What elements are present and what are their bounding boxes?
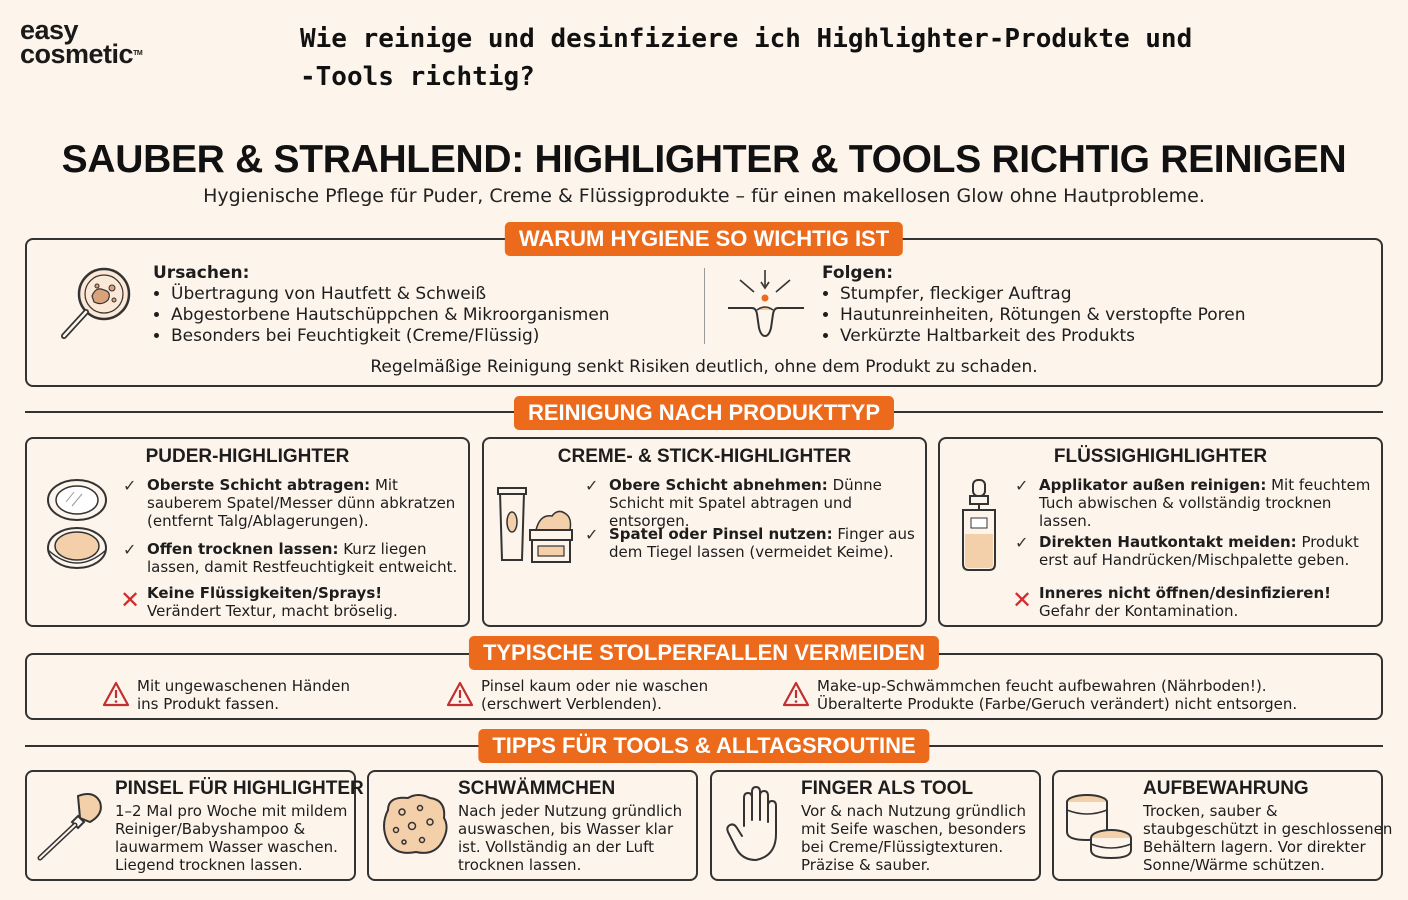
tip-line: Reiniger/Babyshampoo &	[115, 820, 306, 838]
pitfall-line: Mit ungewaschenen Händen	[137, 677, 351, 695]
tip-line: Präzise & sauber.	[801, 856, 931, 874]
product-type-banner: REINIGUNG NACH PRODUKTTYP	[514, 396, 894, 430]
question-title: Wie reinige und desinfiziere ich Highlighter-Produkte und -Tools richtig?	[300, 24, 1193, 92]
causes-item: • Abgestorbene Hautschüppchen & Mikroorganismen	[171, 305, 610, 326]
tip-title: SCHWÄMMCHEN	[458, 778, 616, 799]
jars-icon	[1061, 790, 1135, 862]
causes-title: Ursachen:	[153, 263, 250, 283]
tip-line: trocknen lassen.	[458, 856, 582, 874]
tip-text	[115, 802, 347, 874]
cross-icon: ✕	[120, 586, 141, 614]
cream-title: CREME- & STICK-HIGHLIGHTER	[557, 446, 852, 467]
powder-step-2	[147, 540, 462, 576]
logo-tm: TM	[133, 50, 143, 57]
tip-line: Nach jeder Nutzung gründlich	[458, 802, 683, 820]
effects-list	[822, 284, 1246, 347]
tip-line: mit Seife waschen, besonders	[801, 820, 1026, 838]
powder-dont-text: Verändert Textur, macht bröselig.	[147, 602, 398, 620]
tip-text	[801, 802, 1026, 874]
pitfall-item	[817, 677, 1297, 713]
cream-step-2-text: Finger aus dem Tiegel lassen (vermeidet Keime).	[609, 525, 915, 561]
brush-icon	[34, 790, 106, 862]
dropper-bottle-icon	[957, 478, 1001, 574]
effects-item: • Hautunreinheiten, Rötungen & verstopfte Poren	[840, 305, 1246, 326]
magnifier-icon	[52, 266, 132, 346]
causes-item: • Übertragung von Hautfett & Schweiß	[171, 284, 610, 305]
tip-line: ist. Vollständig an der Luft	[458, 838, 655, 856]
warning-icon	[446, 681, 474, 707]
check-icon: ✓	[585, 476, 599, 495]
check-icon: ✓	[1015, 533, 1029, 552]
hand-icon	[726, 786, 786, 864]
compact-icon	[44, 478, 110, 574]
check-icon: ✓	[1015, 476, 1029, 495]
cream-step-1	[609, 476, 919, 530]
liquid-step-2-text: Produkt erst auf Handrücken/Mischpalette geben.	[1039, 533, 1359, 569]
sponge-icon	[378, 792, 448, 858]
cream-step-1-bold: Obere Schicht abnehmen:	[609, 476, 828, 494]
effects-title: Folgen:	[822, 263, 894, 283]
tip-line: Liegend trocknen lassen.	[115, 856, 303, 874]
tip-line: Vor & nach Nutzung gründlich	[801, 802, 1026, 820]
effects-block	[822, 263, 1246, 347]
tip-title: PINSEL FÜR HIGHLIGHTER	[115, 778, 364, 799]
pitfalls-banner: TYPISCHE STOLPERFALLEN VERMEIDEN	[469, 636, 939, 670]
divider	[704, 268, 705, 344]
powder-dont-bold: Keine Flüssigkeiten/Sprays!	[147, 584, 383, 602]
tip-title: AUFBEWAHRUNG	[1143, 778, 1309, 799]
page-subtitle: Hygienische Pflege für Puder, Creme & Flüssigprodukte – für einen makellosen Glow ohne Hautprobleme.	[203, 185, 1205, 207]
powder-dont	[147, 584, 457, 620]
brand-logo	[20, 15, 143, 69]
logo-line1: easy	[20, 15, 79, 45]
cream-jar-icon	[496, 486, 576, 566]
powder-step-1	[147, 476, 462, 530]
liquid-step-2	[1039, 533, 1374, 569]
pitfall-line: ins Produkt fassen.	[137, 695, 280, 713]
tip-line: Trocken, sauber &	[1143, 802, 1278, 820]
liquid-dont-bold: Inneres nicht öffnen/desinfizieren!	[1039, 584, 1331, 602]
powder-step-2-text: Kurz liegen lassen, damit Restfeuchtigkeit entweicht.	[147, 540, 458, 576]
pitfall-item	[481, 677, 708, 713]
effects-item: • Verkürzte Haltbarkeit des Produkts	[840, 326, 1246, 347]
tip-line: auswaschen, bis Wasser klar	[458, 820, 674, 838]
cream-step-1-text: Dünne Schicht mit Spatel abtragen und entsorgen.	[609, 476, 882, 530]
cross-icon: ✕	[1012, 586, 1033, 614]
warning-icon	[782, 681, 810, 707]
powder-step-1-text: Mit sauberem Spatel/Messer dünn abkratzen (entfernt Talg/Ablagerungen).	[147, 476, 456, 530]
pitfall-line: (erschwert Verblenden).	[481, 695, 662, 713]
powder-step-2-bold: Offen trocknen lassen:	[147, 540, 339, 558]
tip-line: lauwarmem Wasser waschen.	[115, 838, 338, 856]
tip-line: Behältern lagern. Vor direkter	[1143, 838, 1366, 856]
tip-title: FINGER ALS TOOL	[801, 778, 974, 799]
check-icon: ✓	[123, 540, 137, 559]
check-icon: ✓	[585, 525, 599, 544]
causes-item: • Besonders bei Feuchtigkeit (Creme/Flüssig)	[171, 326, 610, 347]
powder-title: PUDER-HIGHLIGHTER	[145, 446, 350, 467]
tip-line: bei Creme/Flüssigtexturen.	[801, 838, 1004, 856]
liquid-step-1	[1039, 476, 1374, 530]
liquid-step-1-text: Mit feuchtem Tuch abwischen & vollständig trocknen lassen.	[1039, 476, 1371, 530]
logo-line2-text: cosmetic	[20, 39, 134, 69]
logo-line2	[20, 39, 143, 69]
effects-item: • Stumpfer, fleckiger Auftrag	[840, 284, 1246, 305]
cream-step-2	[609, 525, 924, 561]
liquid-title: FLÜSSIGHIGHLIGHTER	[1053, 446, 1268, 467]
pitfall-item	[137, 677, 350, 713]
liquid-step-2-bold: Direkten Hautkontakt meiden:	[1039, 533, 1297, 551]
pitfall-line: Pinsel kaum oder nie waschen	[481, 677, 709, 695]
tips-banner: TIPPS FÜR TOOLS & ALLTAGSROUTINE	[478, 729, 929, 763]
page-title: SAUBER & STRAHLEND: HIGHLIGHTER & TOOLS RICHTIG REINIGEN	[61, 138, 1347, 181]
tip-line: Sonne/Wärme schützen.	[1143, 856, 1325, 874]
liquid-step-1-bold: Applikator außen reinigen:	[1039, 476, 1267, 494]
warning-icon	[102, 681, 130, 707]
powder-step-1-bold: Oberste Schicht abtragen:	[147, 476, 371, 494]
liquid-dont	[1039, 584, 1369, 620]
pitfall-line: Überalterte Produkte (Farbe/Geruch verändert) nicht entsorgen.	[817, 695, 1298, 713]
check-icon: ✓	[123, 476, 137, 495]
liquid-dont-text: Gefahr der Kontamination.	[1039, 602, 1239, 620]
tip-text	[458, 802, 682, 874]
hygiene-banner: WARUM HYGIENE SO WICHTIG IST	[505, 222, 903, 256]
causes-list	[153, 284, 610, 347]
tip-text	[1143, 802, 1392, 874]
causes-block	[153, 263, 610, 347]
tip-line: 1–2 Mal pro Woche mit mildem	[115, 802, 348, 820]
pitfall-line: Make-up-Schwämmchen feucht aufbewahren (Nährboden!).	[817, 677, 1267, 695]
tip-line: staubgeschützt in geschlossenen	[1143, 820, 1393, 838]
cream-step-2-bold: Spatel oder Pinsel nutzen:	[609, 525, 833, 543]
pore-icon	[726, 268, 806, 340]
hygiene-footer: Regelmäßige Reinigung senkt Risiken deutlich, ohne dem Produkt zu schaden.	[370, 357, 1038, 377]
